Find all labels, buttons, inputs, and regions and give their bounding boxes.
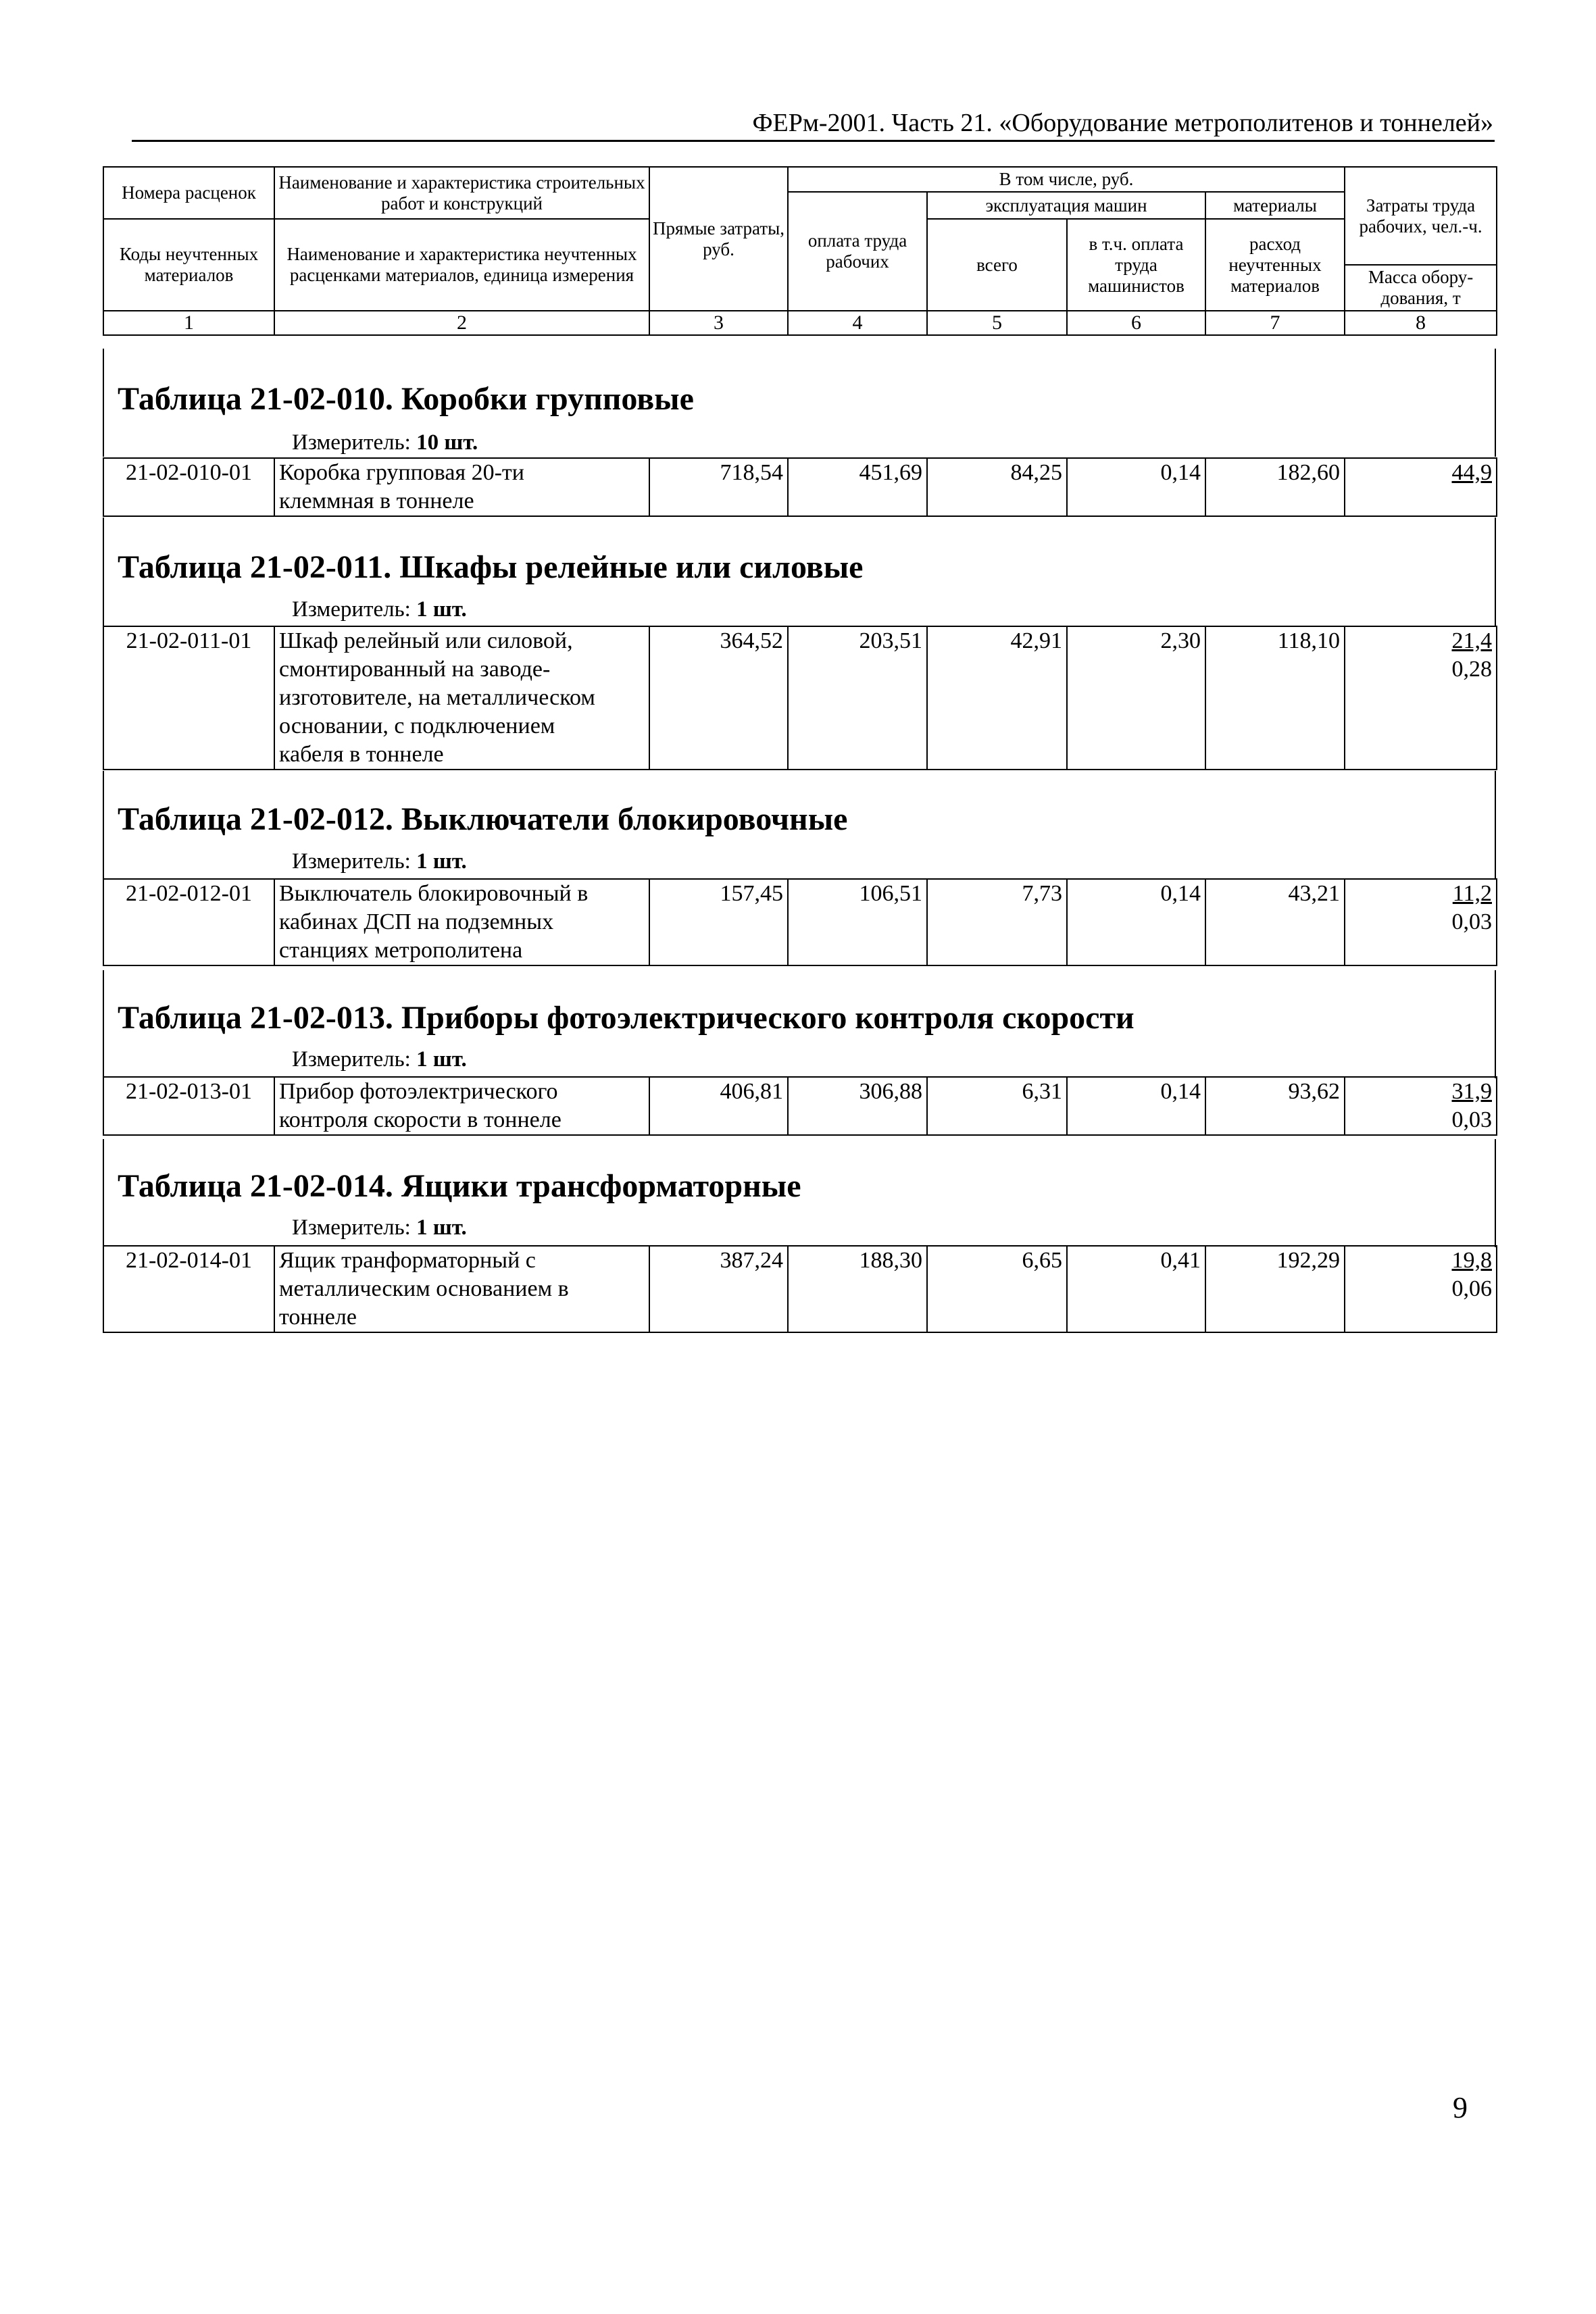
rate-row-table: [103, 457, 1497, 517]
unit-value: 1 шт.: [416, 597, 467, 622]
rate-row: [103, 458, 1497, 516]
running-title: ФЕРм-2001. Часть 21. «Оборудование метрополитенов и тоннелей»: [752, 109, 1493, 137]
page-number: 9: [1453, 2091, 1468, 2124]
rate-row-table: [103, 1245, 1497, 1333]
labor-hours: 44,9: [1451, 460, 1492, 485]
machinist-pay: 0,41: [1067, 1246, 1205, 1332]
col-1-bottom: Коды неучтенных материалов: [103, 219, 274, 311]
section-title: Таблица 21-02-010. Коробки групповые: [118, 381, 694, 417]
rate-name: Шкаф релейный или силовой, смонтированный на заводе- изготовителе, на металлическом основании, с подключением кабеля в тоннеле: [274, 626, 649, 770]
col-number: 2: [274, 311, 649, 335]
section-right-border: [1495, 518, 1496, 626]
section-title: Таблица 21-02-011. Шкафы релейные или силовые: [118, 549, 864, 585]
col-number: 5: [927, 311, 1067, 335]
machines-total: 7,73: [927, 879, 1067, 965]
machinist-pay: 0,14: [1067, 1077, 1205, 1135]
rate-row: [103, 626, 1497, 770]
direct-costs: 387,24: [649, 1246, 788, 1332]
labor-pay: 203,51: [788, 626, 927, 770]
equipment-mass: 0,03: [1451, 909, 1492, 934]
direct-costs: 718,54: [649, 458, 788, 516]
section-right-border: [1495, 970, 1496, 1078]
section-left-border: [103, 349, 104, 457]
labor-hours-cell: [1345, 1077, 1497, 1135]
materials: 93,62: [1205, 1077, 1345, 1135]
materials: 192,29: [1205, 1246, 1345, 1332]
labor-hours-cell: [1345, 626, 1497, 770]
rate-name: Коробка групповая 20-ти клеммная в тоннеле: [274, 458, 649, 516]
unit-label: Измеритель:: [292, 849, 411, 874]
unit-value: 10 шт.: [416, 430, 478, 455]
col-number: 6: [1067, 311, 1205, 335]
rate-code: 21-02-010-01: [103, 458, 274, 516]
col-7: расход неучтенных материалов: [1205, 219, 1345, 311]
machines-total: 42,91: [927, 626, 1067, 770]
col-4: оплата труда рабочих: [788, 192, 927, 311]
rate-row-table: [103, 878, 1497, 966]
unit-line: [292, 1214, 467, 1241]
rate-row-table: [103, 1076, 1497, 1136]
direct-costs: 406,81: [649, 1077, 788, 1135]
direct-costs: 157,45: [649, 879, 788, 965]
col-2-top: Наименование и характеристика строительных работ и конструкций: [274, 167, 649, 219]
machinist-pay: 2,30: [1067, 626, 1205, 770]
col-6: в т.ч. оплата труда машинистов: [1067, 219, 1205, 311]
unit-value: 1 шт.: [416, 1215, 467, 1240]
labor-pay: 451,69: [788, 458, 927, 516]
rate-name: Выключатель блокировочный в кабинах ДСП на подземных станциях метрополитена: [274, 879, 649, 965]
rate-code: 21-02-014-01: [103, 1246, 274, 1332]
section-right-border: [1495, 1139, 1496, 1247]
section-left-border: [103, 1139, 104, 1247]
materials: 43,21: [1205, 879, 1345, 965]
rate-name: Ящик транформаторный с металлическим основанием в тоннеле: [274, 1246, 649, 1332]
labor-hours-cell: [1345, 1246, 1497, 1332]
machinist-pay: 0,14: [1067, 458, 1205, 516]
col-number: 4: [788, 311, 927, 335]
section-title: Таблица 21-02-013. Приборы фотоэлектрического контроля скорости: [118, 1000, 1134, 1036]
rate-code: 21-02-012-01: [103, 879, 274, 965]
unit-label: Измеритель:: [292, 1215, 411, 1240]
rate-row-table: [103, 626, 1497, 770]
section-right-border: [1495, 349, 1496, 457]
unit-line: [292, 1046, 467, 1073]
labor-pay: 306,88: [788, 1077, 927, 1135]
machines-total: 6,31: [927, 1077, 1067, 1135]
section-title: Таблица 21-02-012. Выключатели блокировочные: [118, 801, 848, 837]
labor-pay: 188,30: [788, 1246, 927, 1332]
machines-total: 84,25: [927, 458, 1067, 516]
column-header-table: [103, 166, 1497, 336]
rate-row: [103, 1246, 1497, 1332]
rate-code: 21-02-013-01: [103, 1077, 274, 1135]
unit-label: Измеритель:: [292, 1047, 411, 1072]
group-materials: материалы: [1205, 192, 1345, 219]
section-right-border: [1495, 771, 1496, 879]
col-8-top: Затраты труда рабочих, чел.-ч.: [1345, 167, 1497, 265]
labor-hours: 11,2: [1452, 881, 1492, 906]
col-3: Прямые затраты, руб.: [649, 167, 788, 311]
section-left-border: [103, 970, 104, 1078]
direct-costs: 364,52: [649, 626, 788, 770]
group-machines: эксплуатация машин: [927, 192, 1205, 219]
col-5: всего: [927, 219, 1067, 311]
header-rule: [132, 140, 1495, 142]
col-2-bottom: Наименование и характеристика неучтенных расценками материалов, единица измерения: [274, 219, 649, 311]
labor-hours-cell: [1345, 458, 1497, 516]
equipment-mass: 0,03: [1451, 1107, 1492, 1132]
labor-hours: 21,4: [1451, 628, 1492, 653]
col-1-top: Номера расценок: [103, 167, 274, 219]
col-8-bottom: Масса обору-дования, т: [1345, 265, 1497, 311]
equipment-mass: 0,06: [1451, 1276, 1492, 1301]
unit-line: [292, 848, 467, 875]
section-title: Таблица 21-02-014. Ящики трансформаторные: [118, 1168, 801, 1204]
rate-code: 21-02-011-01: [103, 626, 274, 770]
section-left-border: [103, 518, 104, 626]
rate-row: [103, 1077, 1497, 1135]
labor-hours: 19,8: [1451, 1248, 1492, 1273]
col-number: 7: [1205, 311, 1345, 335]
labor-hours: 31,9: [1451, 1079, 1492, 1104]
col-number: 3: [649, 311, 788, 335]
unit-line: [292, 429, 478, 456]
unit-line: [292, 596, 467, 623]
materials: 182,60: [1205, 458, 1345, 516]
machinist-pay: 0,14: [1067, 879, 1205, 965]
rate-row: [103, 879, 1497, 965]
unit-label: Измеритель:: [292, 597, 411, 622]
col-number: 1: [103, 311, 274, 335]
unit-value: 1 шт.: [416, 1047, 467, 1072]
labor-hours-cell: [1345, 879, 1497, 965]
materials: 118,10: [1205, 626, 1345, 770]
col-number: 8: [1345, 311, 1497, 335]
section-left-border: [103, 771, 104, 879]
unit-value: 1 шт.: [416, 849, 467, 874]
group-including: В том числе, руб.: [788, 167, 1345, 192]
unit-label: Измеритель:: [292, 430, 411, 455]
labor-pay: 106,51: [788, 879, 927, 965]
rate-name: Прибор фотоэлектрического контроля скорости в тоннеле: [274, 1077, 649, 1135]
equipment-mass: 0,28: [1451, 657, 1492, 682]
machines-total: 6,65: [927, 1246, 1067, 1332]
